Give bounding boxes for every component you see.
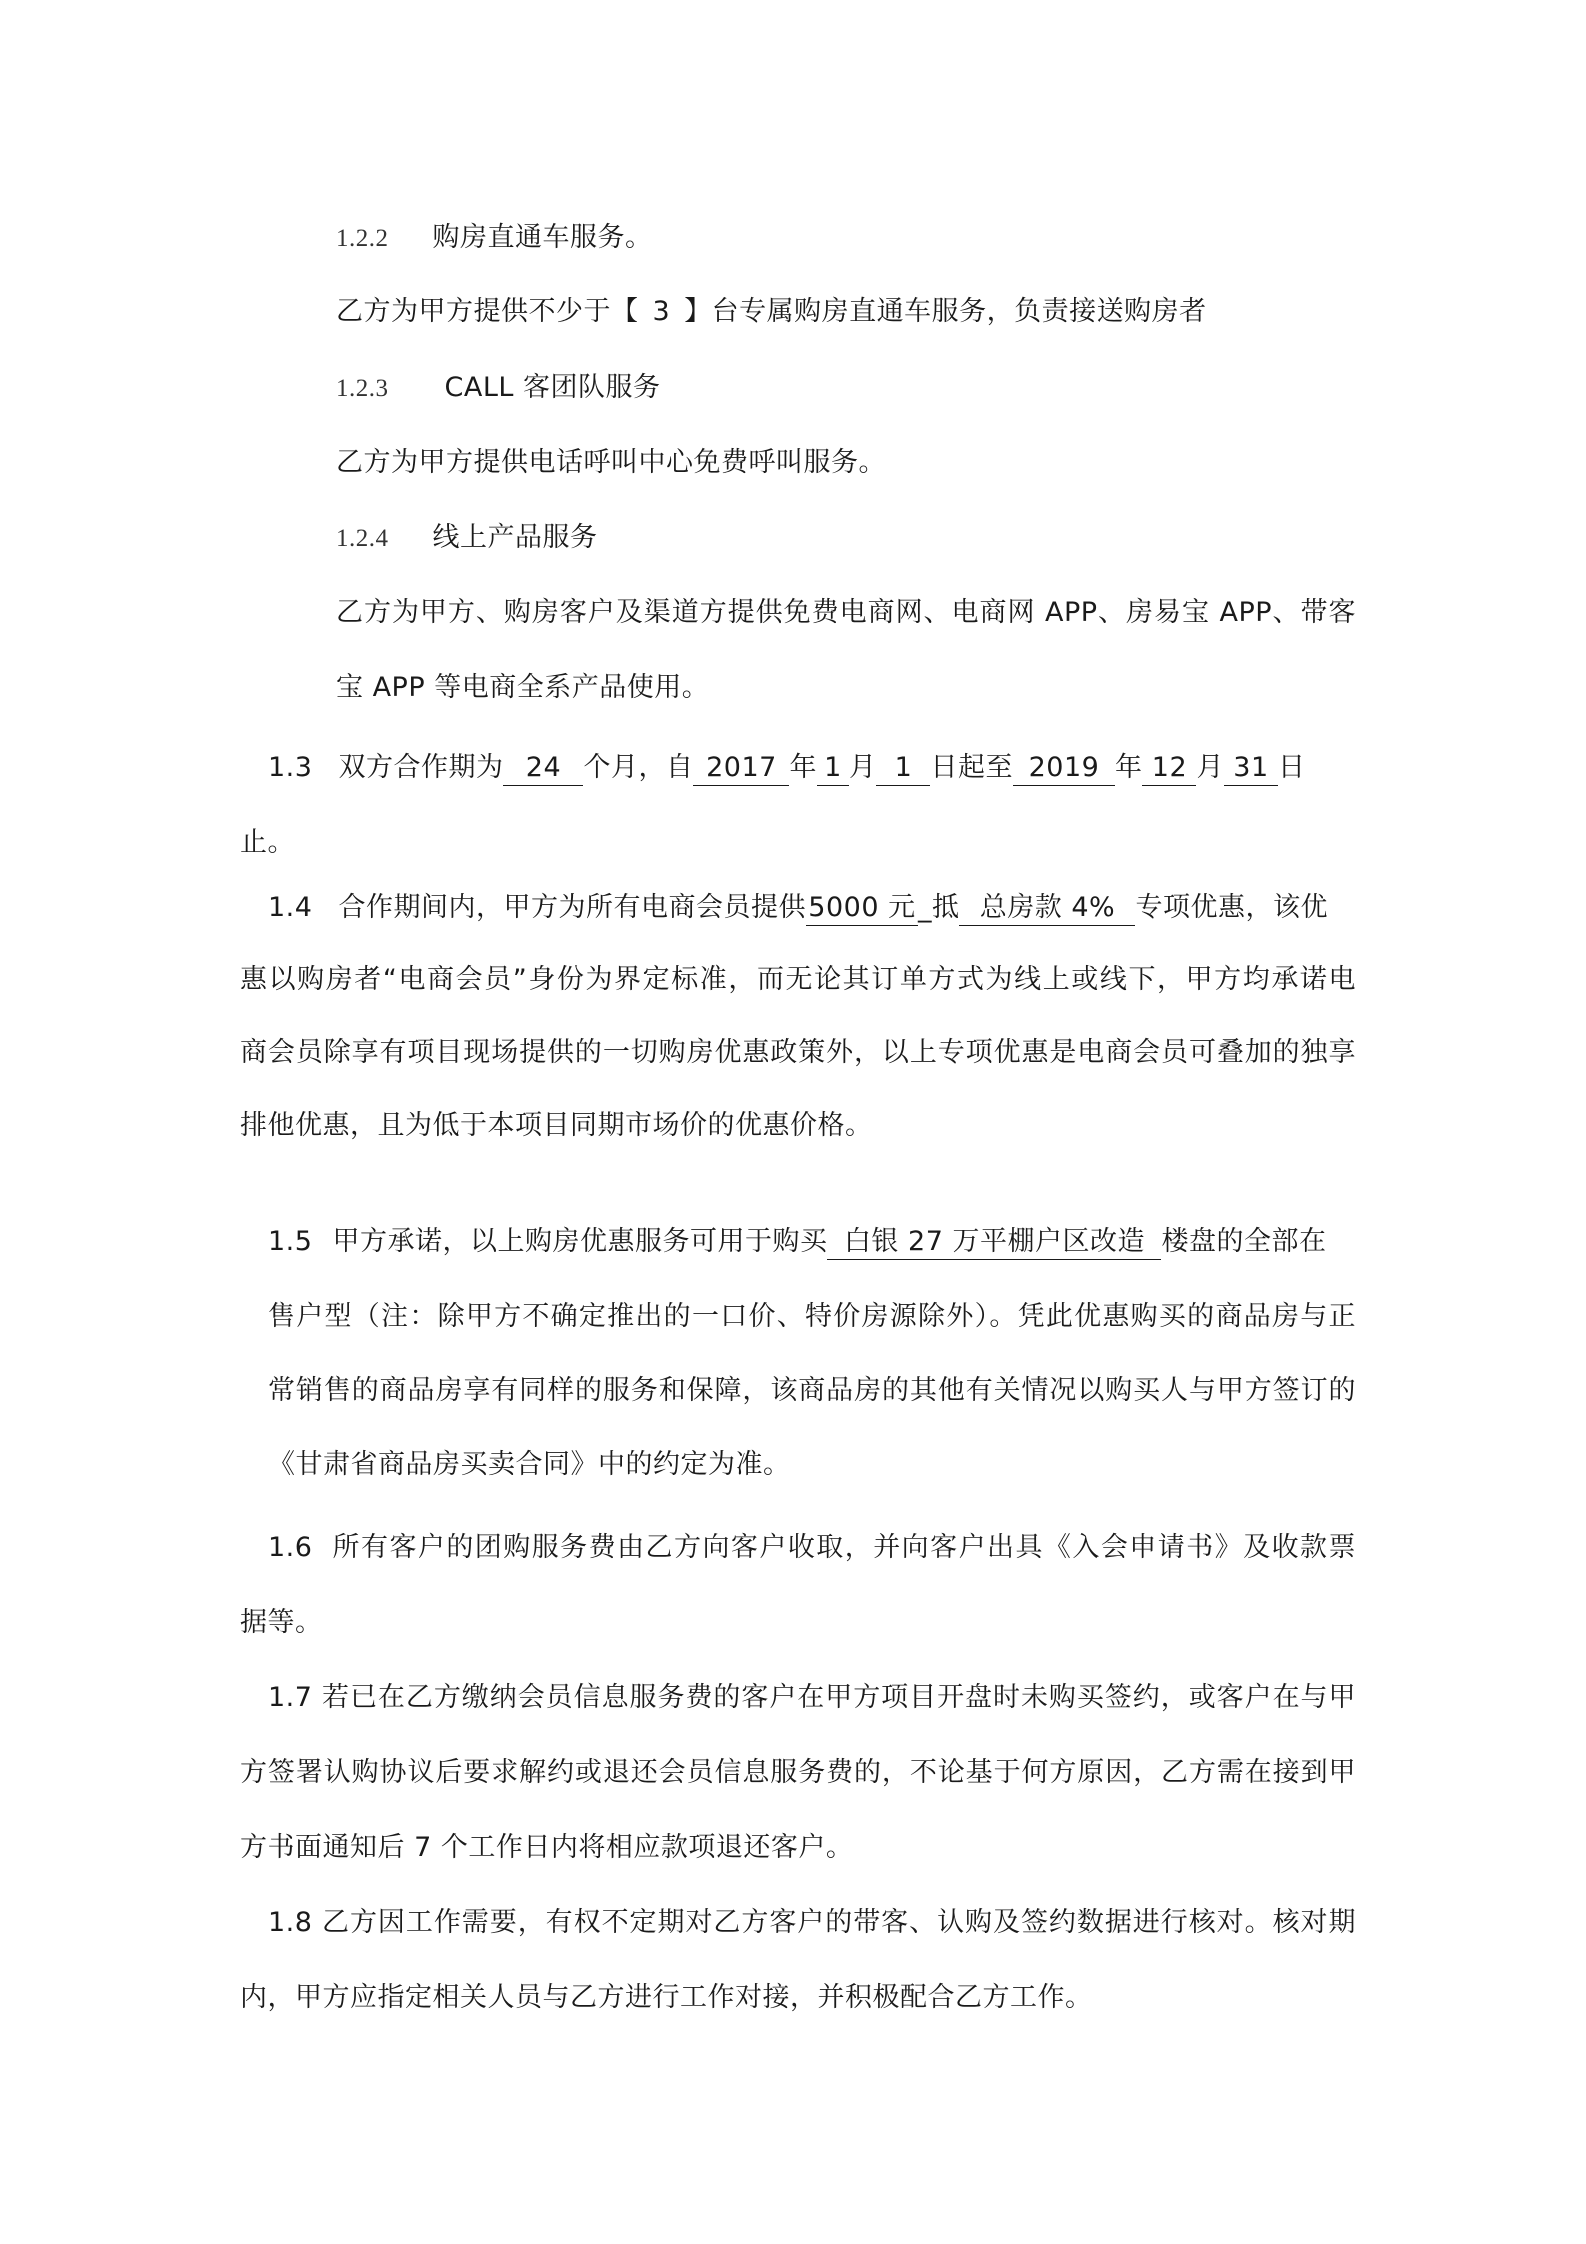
- discount-rate: 总房款 4%: [959, 891, 1135, 926]
- start-month: 1: [817, 751, 849, 786]
- clause-number: 1.8: [268, 1907, 313, 1938]
- section-number: 1.2.2: [336, 225, 389, 252]
- cooperation-months: 24: [503, 751, 583, 786]
- clause-1-4-line1: 1.4 合作期间内，甲方为所有电商会员提供5000 元_抵 总房款 4% 专项优惠，该优: [268, 888, 1356, 928]
- shuttle-count: 3: [652, 296, 671, 327]
- clause-1-4-line3: 商会员除享有项目现场提供的一切购房优惠政策外，以上专项优惠是电商会员可叠加的独享: [240, 1037, 1356, 1068]
- clause-number: 1.4: [268, 892, 313, 923]
- clause-number: 1.7: [268, 1682, 313, 1713]
- clause-1-3-line2: 止。: [240, 827, 295, 858]
- end-month: 12: [1142, 751, 1196, 786]
- project-name: 白银 27 万平棚户区改造: [827, 1225, 1161, 1260]
- end-day: 31: [1224, 751, 1278, 786]
- clause-1-6-line1: 1.6 所有客户的团购服务费由乙方向客户收取，并向客户出具《入会申请书》及收款票: [268, 1532, 1356, 1563]
- clause-1-5-line1: 1.5 甲方承诺，以上购房优惠服务可用于购买 白银 27 万平棚户区改造 楼盘的全部在: [268, 1222, 1356, 1262]
- clause-1-5-line3: 常销售的商品房享有同样的服务和保障，该商品房的其他有关情况以购买人与甲方签订的: [268, 1375, 1356, 1406]
- start-day: 1: [876, 751, 930, 786]
- section-1-2-4-body-line1: 乙方为甲方、购房客户及渠道方提供免费电商网、电商网 APP、房易宝 APP、带客: [336, 597, 1356, 628]
- section-title: 线上产品服务: [432, 522, 598, 553]
- section-1-2-2-body: 乙方为甲方提供不少于【 3 】台专属购房直通车服务，负责接送购房者: [336, 296, 1207, 327]
- section-1-2-2-heading: [336, 218, 653, 259]
- clause-number: 1.5: [268, 1226, 313, 1257]
- section-1-2-3-body: 乙方为甲方提供电话呼叫中心免费呼叫服务。: [336, 447, 886, 478]
- section-number: 1.2.3: [336, 375, 389, 402]
- clause-1-7-line1: 1.7 若已在乙方缴纳会员信息服务费的客户在甲方项目开盘时未购买签约，或客户在与甲: [268, 1682, 1356, 1713]
- end-year: 2019: [1013, 751, 1115, 786]
- section-1-2-4-body-line2: 宝 APP 等电商全系产品使用。: [336, 672, 710, 703]
- clause-1-5-line2: 售户型（注：除甲方不确定推出的一口价、特价房源除外）。凭此优惠购买的商品房与正: [268, 1301, 1356, 1332]
- clause-number: 1.6: [268, 1532, 313, 1563]
- section-1-2-4-heading: [336, 518, 598, 559]
- section-title: CALL 客团队服务: [444, 372, 661, 403]
- clause-1-7-line3: 方书面通知后 7 个工作日内将相应款项退还客户。: [240, 1832, 854, 1863]
- section-title: 购房直通车服务。: [432, 222, 653, 253]
- clause-1-4-line2: 惠以购房者“电商会员”身份为界定标准，而无论其订单方式为线上或线下，甲方均承诺电: [240, 964, 1356, 995]
- start-year: 2017: [693, 751, 789, 786]
- clause-1-7-line2: 方签署认购协议后要求解约或退还会员信息服务费的，不论基于何方原因，乙方需在接到甲: [240, 1757, 1356, 1788]
- clause-1-4-line4: 排他优惠，且为低于本项目同期市场价的优惠价格。: [240, 1110, 873, 1141]
- clause-1-8-line2: 内，甲方应指定相关人员与乙方进行工作对接，并积极配合乙方工作。: [240, 1982, 1093, 2013]
- clause-1-5-line4: 《甘肃省商品房买卖合同》中的约定为准。: [268, 1449, 791, 1480]
- clause-1-3-line1: 1.3 双方合作期为 24 个月，自 2017 年 1 月 1 日起至 2019 年 12 月 31 日: [268, 748, 1356, 788]
- section-number: 1.2.4: [336, 525, 389, 552]
- clause-1-8-line1: 1.8 乙方因工作需要，有权不定期对乙方客户的带客、认购及签约数据进行核对。核对期: [268, 1907, 1356, 1938]
- clause-number: 1.3: [268, 752, 313, 783]
- discount-amount: 5000 元: [806, 891, 918, 926]
- section-1-2-3-heading: [336, 368, 661, 409]
- clause-1-6-line2: 据等。: [240, 1607, 323, 1638]
